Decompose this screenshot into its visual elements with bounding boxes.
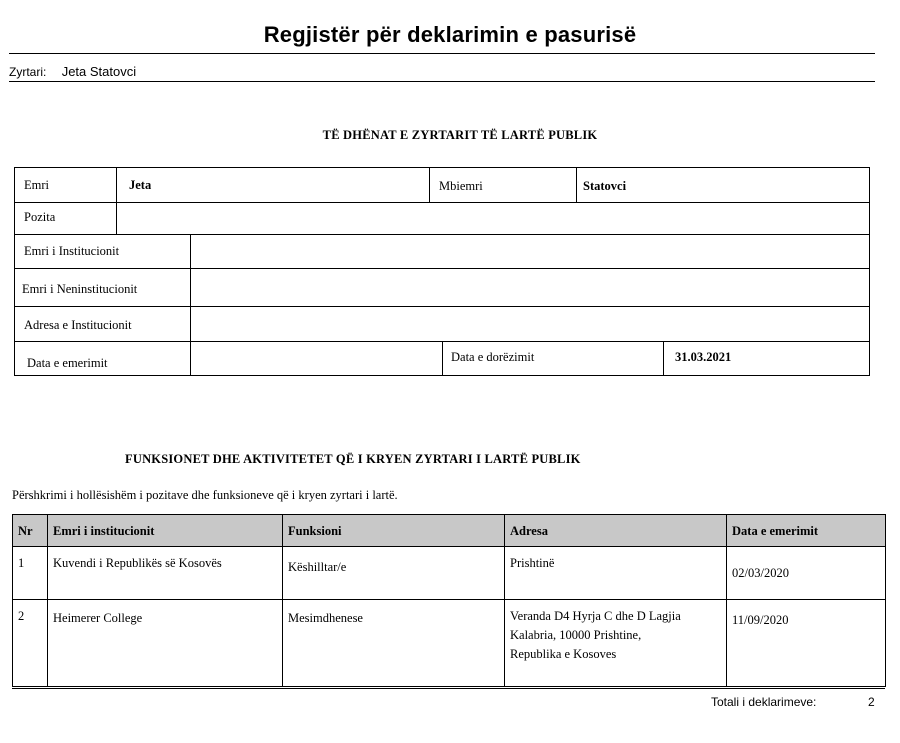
official-divider (9, 81, 875, 82)
row-adresa: Veranda D4 Hyrja C dhe D Lagjia Kalabria, 10000 Prishtine, Republika e Kosoves (505, 600, 727, 687)
col-header-nr: Nr (13, 515, 48, 547)
col-divider (663, 341, 664, 375)
adresa-label: Adresa e Institucionit (24, 318, 132, 332)
col-divider (442, 341, 443, 375)
data-emerimit-label: Data e emerimit (27, 356, 108, 370)
row-divider (15, 234, 869, 235)
section2-description: Përshkrimi i hollësishëm i pozitave dhe funksioneve që i kryen zyrtari i lartë. (12, 488, 398, 502)
emri-value: Jeta (129, 178, 152, 192)
data-dorezimit-value: 31.03.2021 (675, 350, 732, 364)
row-divider (15, 202, 869, 203)
col-header-data: Data e emerimit (727, 515, 886, 547)
row-institucioni: Heimerer College (48, 600, 283, 687)
row-data: 02/03/2020 (727, 547, 886, 600)
section1-title: TË DHËNAT E ZYRTARIT TË LARTË PUBLIK (322, 128, 598, 142)
row-divider (15, 268, 869, 269)
col-divider (576, 168, 577, 202)
row-nr: 1 (13, 547, 48, 600)
row-adresa: Prishtinë (505, 547, 727, 600)
title-divider (9, 53, 875, 54)
col-header-adresa: Adresa (505, 515, 727, 547)
col-divider (429, 168, 430, 202)
neninstitucioni-label: Emri i Neninstitucionit (22, 282, 138, 296)
section2-title: FUNKSIONET DHE AKTIVITETET QË I KRYEN ZYRTARI I LARTË PUBLIK (125, 452, 581, 466)
row-divider (15, 306, 869, 307)
total-label: Totali i deklarimeve: (711, 695, 817, 709)
official-row (9, 64, 136, 79)
row-funksioni: Këshilltar/e (283, 547, 505, 600)
table-row (13, 547, 886, 600)
document-title: Regjistër për deklarimin e pasurisë (263, 22, 637, 47)
row-funksioni: Mesimdhenese (283, 600, 505, 687)
pozita-label: Pozita (24, 210, 56, 224)
total-value: 2 (868, 695, 875, 709)
official-label: Zyrtari: (9, 65, 47, 79)
col-header-institucioni: Emri i institucionit (48, 515, 283, 547)
col-divider (116, 202, 117, 234)
mbiemri-label: Mbiemri (439, 179, 483, 193)
table-header-row (13, 515, 886, 547)
mbiemri-value: Statovci (583, 179, 627, 193)
functions-table (12, 514, 886, 687)
table-row (13, 600, 886, 687)
data-dorezimit-label: Data e dorëzimit (451, 350, 535, 364)
col-divider (116, 168, 117, 202)
official-details-box (14, 167, 870, 376)
row-institucioni: Kuvendi i Republikës së Kosovës (48, 547, 283, 600)
col-divider (190, 234, 191, 375)
table-bottom-rule (12, 688, 885, 689)
emri-label: Emri (24, 178, 49, 192)
row-data: 11/09/2020 (727, 600, 886, 687)
col-header-funksioni: Funksioni (283, 515, 505, 547)
official-name: Jeta Statovci (61, 64, 137, 79)
row-nr: 2 (13, 600, 48, 687)
institucioni-label: Emri i Institucionit (24, 244, 120, 258)
